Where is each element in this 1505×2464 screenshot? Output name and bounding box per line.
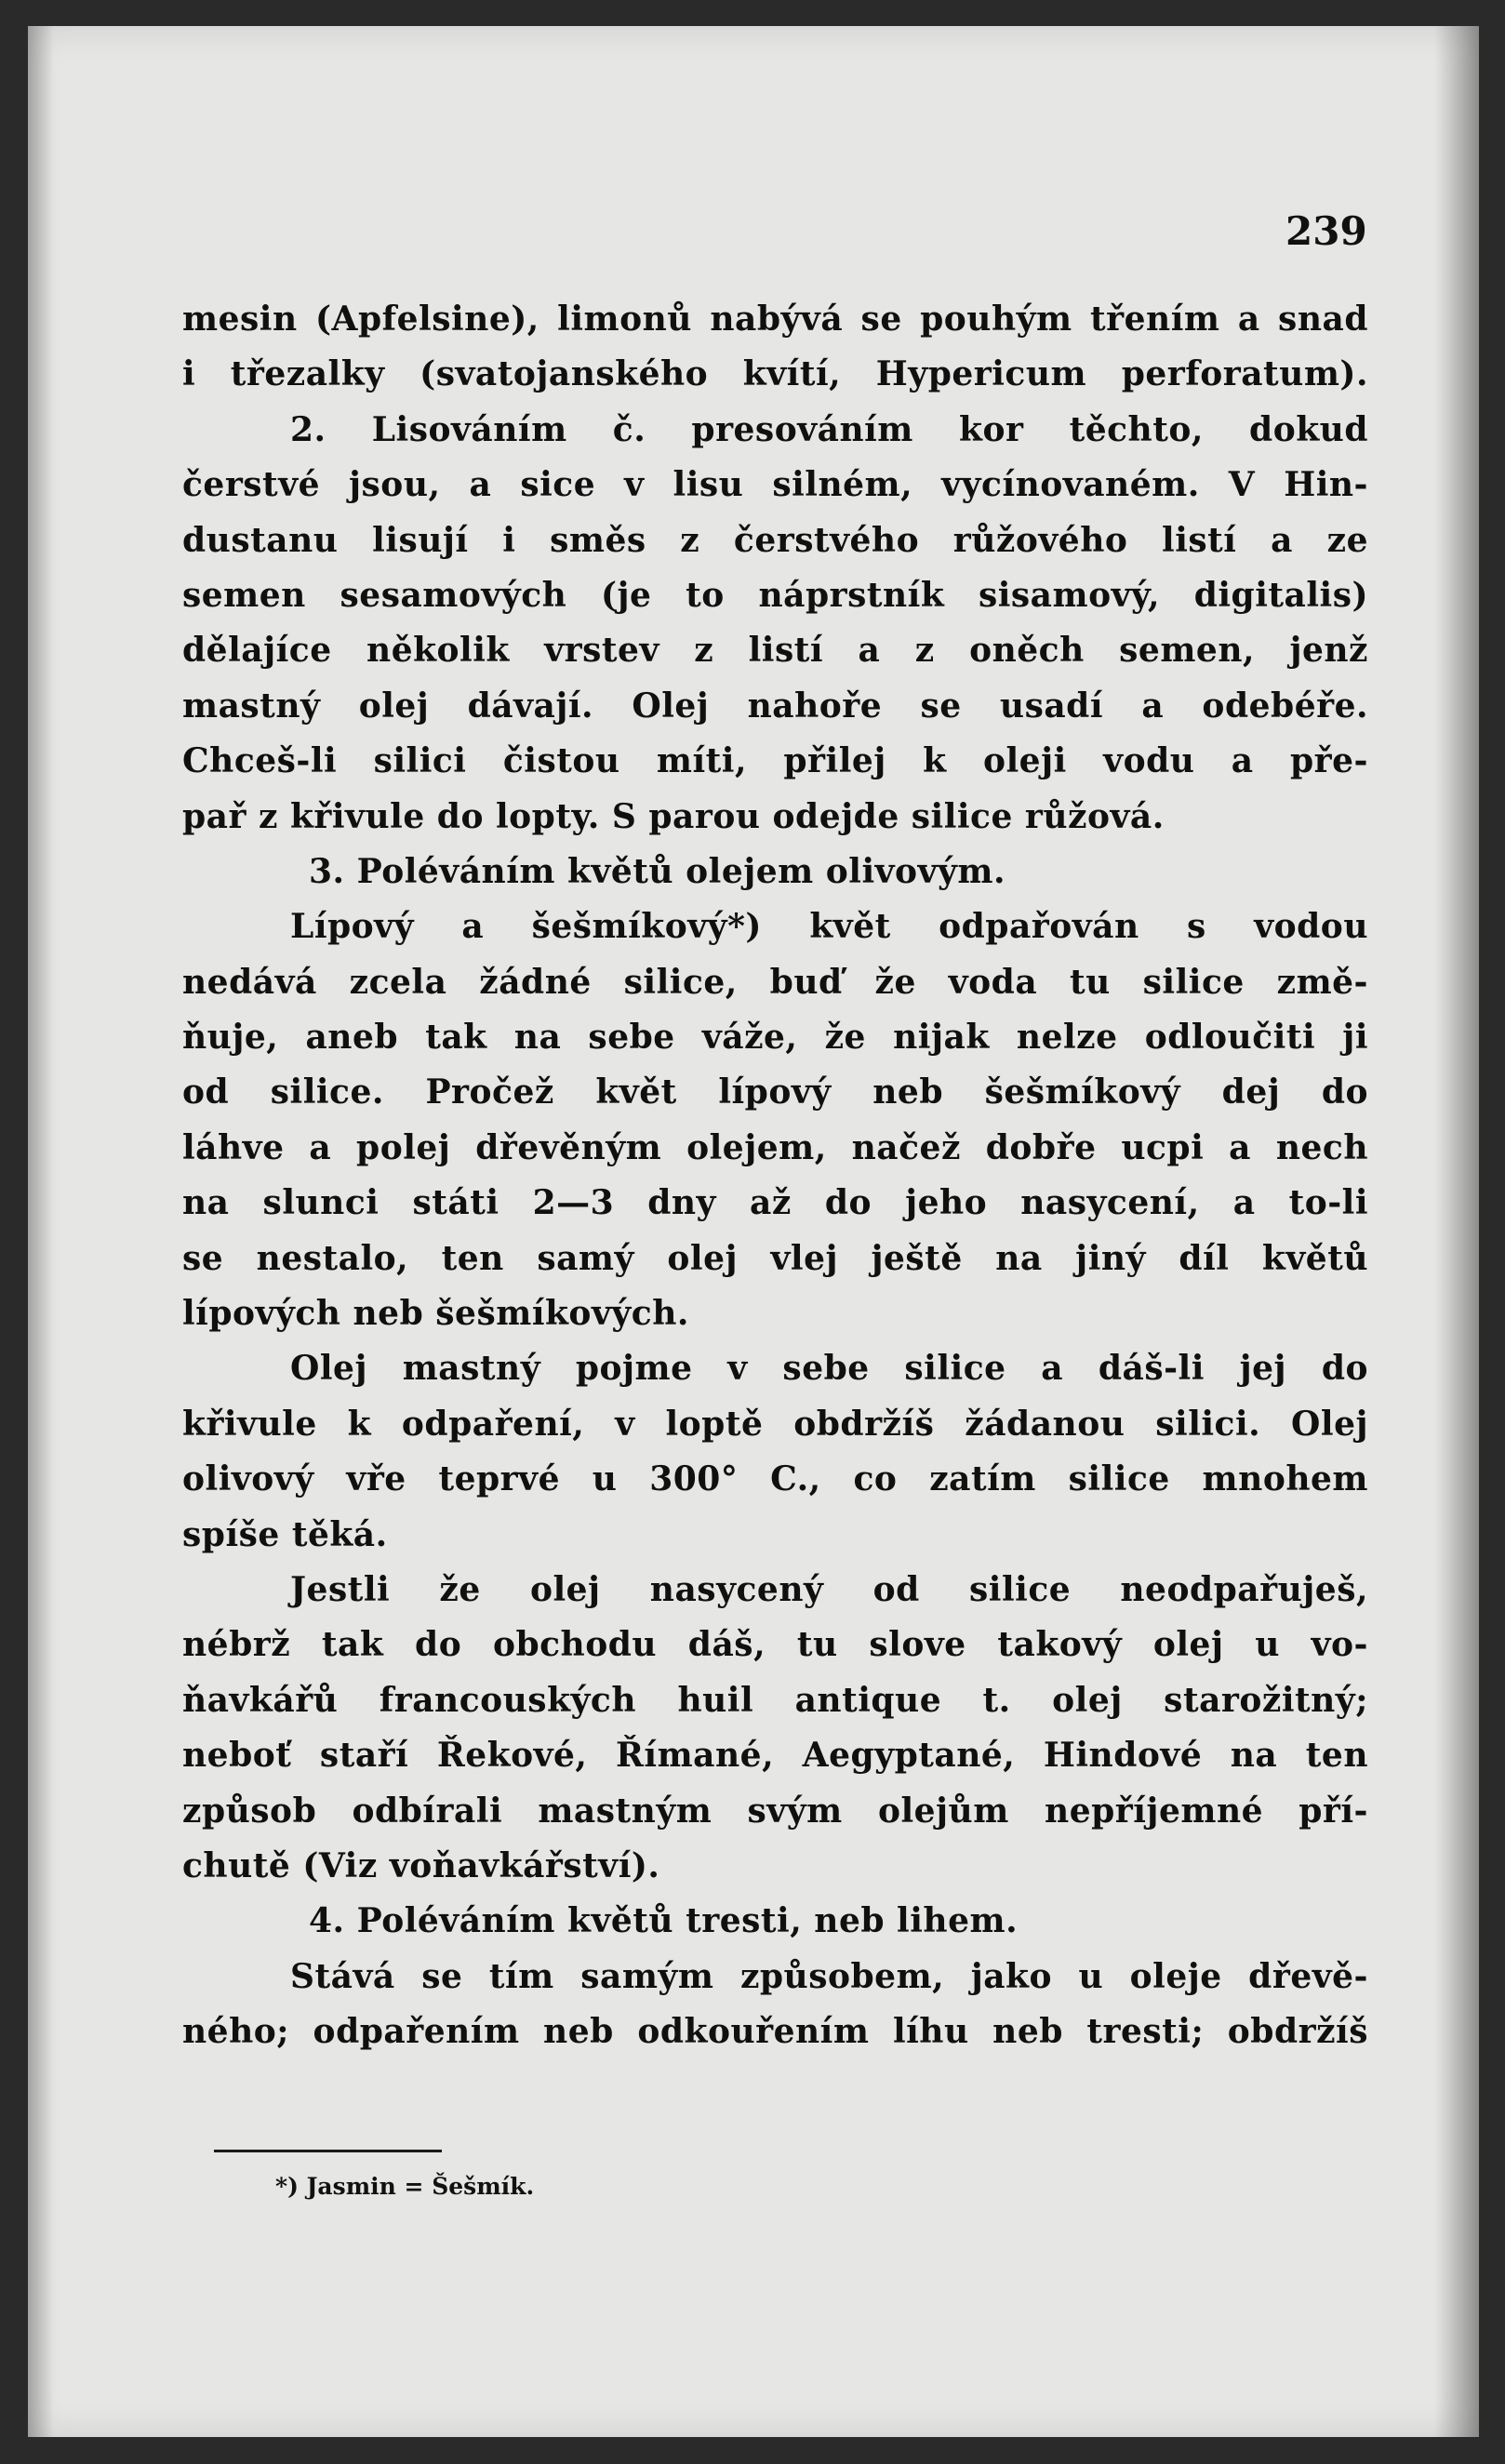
text-line: 2. Lisováním č. presováním kor těchto, dokud	[290, 409, 1368, 449]
text-line: Jestli že olej nasycený od silice neodpařuješ,	[290, 1569, 1368, 1609]
text-line: od silice. Pročež květ lípový neb šešmíkový dej do	[182, 1072, 1368, 1112]
text-line: neboť staří Řekové, Římané, Aegyptané, Hindové na ten	[182, 1736, 1368, 1776]
footnote: *) Jasmin = Šešmík.	[275, 2173, 535, 2200]
text-line: 3. Poléváním květů olejem olivovým.	[309, 851, 1006, 891]
text-line: čerstvé jsou, a sice v lisu silném, vycínovaném. V Hin-	[182, 465, 1368, 505]
text-line: ného; odpařením neb odkouřením líhu neb tresti; obdržíš	[182, 2012, 1368, 2052]
text-line: mastný olej dávají. Olej nahoře se usadí a odebéře.	[182, 686, 1368, 726]
text-line: mesin (Apfelsine), limonů nabývá se pouhým třením a snad	[182, 300, 1368, 339]
text-line: Lípový a šešmíkový*) květ odpařován s vodou	[290, 907, 1368, 947]
text-line: se nestalo, ten samý olej vlej ještě na jiný díl květů	[182, 1238, 1368, 1278]
text-line: ňuje, aneb tak na sebe váže, že nijak nelze odloučiti ji	[182, 1018, 1368, 1058]
text-line: chutě (Viz voňavkářství).	[182, 1845, 660, 1885]
text-line: Stává se tím samým způsobem, jako u oleje dřevě-	[290, 1956, 1368, 1996]
text-line: dělajíce několik vrstev z listí a z oněch semen, jenž	[182, 631, 1368, 671]
page-edge-shadow-left	[28, 26, 54, 2437]
text-line: i třezalky (svatojanského kvítí, Hypericum perforatum).	[182, 354, 1368, 394]
text-line: semen sesamových (je to náprstník sisamový, digitalis)	[182, 575, 1368, 615]
text-line: nedává zcela žádné silice, buď že voda tu silice změ-	[182, 962, 1368, 1002]
text-line: křivule k odpaření, v loptě obdržíš žádanou silici. Olej	[182, 1404, 1368, 1444]
text-line: na slunci státi 2—3 dny až do jeho nasycení, a to-li	[182, 1183, 1368, 1223]
text-line: Chceš-li silici čistou míti, přilej k oleji vodu a pře-	[182, 741, 1368, 781]
book-page	[28, 26, 1479, 2437]
text-line: 4. Poléváním květů tresti, neb lihem.	[309, 1901, 1019, 1941]
text-line: dustanu lisují i směs z čerstvého růžového listí a ze	[182, 520, 1368, 560]
text-line: způsob odbírali mastným svým olejům nepříjemné pří-	[182, 1791, 1368, 1831]
text-line: ňavkářů francouských huil antique t. olej starožitný;	[182, 1680, 1368, 1720]
page-edge-shadow-right	[1434, 26, 1479, 2437]
text-line: nébrž tak do obchodu dáš, tu slove takový olej u vo-	[182, 1625, 1368, 1665]
body-text	[182, 292, 1368, 2060]
text-line: láhve a polej dřevěným olejem, načež dobře ucpi a nech	[182, 1127, 1368, 1167]
text-line: Olej mastný pojme v sebe silice a dáš-li jej do	[290, 1349, 1368, 1389]
text-line: pař z křivule do lopty. S parou odejde silice růžová.	[182, 796, 1165, 836]
footnote-rule	[214, 2150, 442, 2152]
text-line: lípových neb šešmíkových.	[182, 1294, 689, 1334]
text-line: spíše těká.	[182, 1514, 388, 1554]
page-number: 239	[1285, 208, 1367, 254]
text-line: olivový vře teprvé u 300° C., co zatím silice mnohem	[182, 1459, 1368, 1499]
